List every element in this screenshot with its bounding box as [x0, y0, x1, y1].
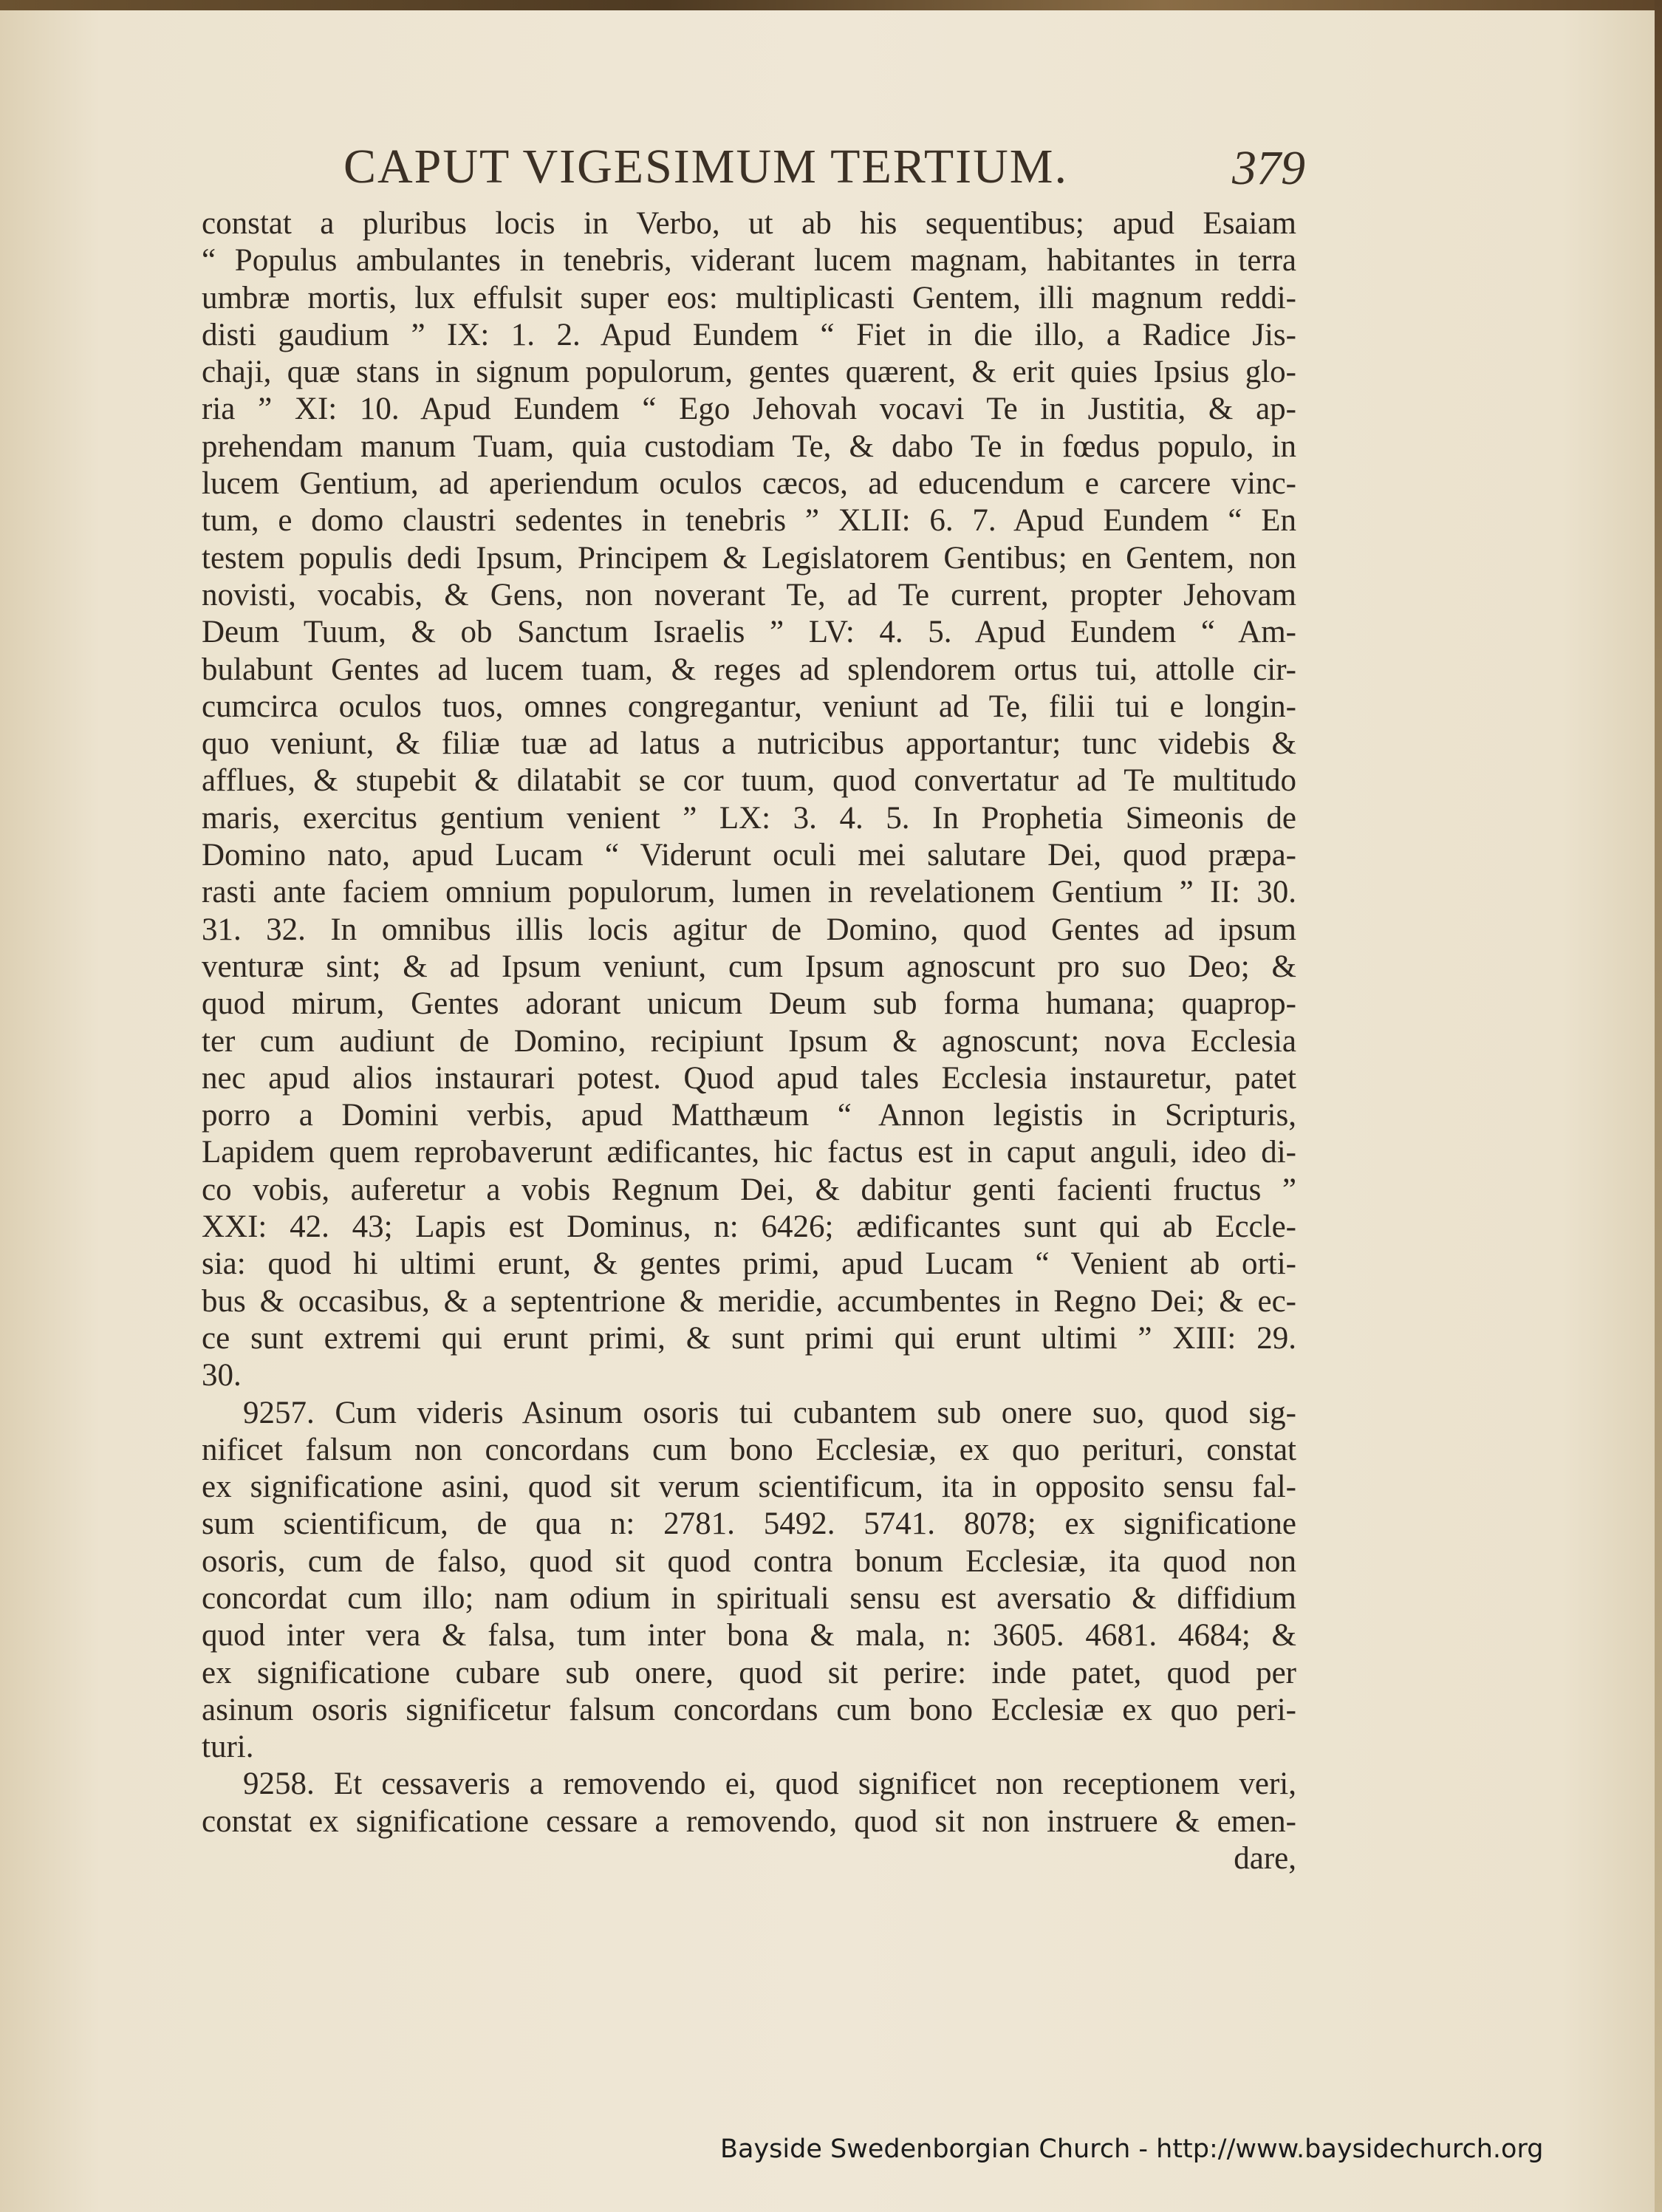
text-line: sia: quod hi ultimi erunt, & gentes primi, apud Lucam “ Venient ab orti-: [202, 1246, 1296, 1282]
text-line: Domino nato, apud Lucam “ Viderunt oculi mei salutare Dei, quod præpa-: [202, 838, 1296, 873]
text-line: nificet falsum non concordans cum bono Ecclesiæ, ex quo perituri, constat: [202, 1432, 1296, 1467]
text-line: nec apud alios instaurari potest. Quod apud tales Ecclesia instauretur, patet: [202, 1060, 1296, 1096]
text-line: sum scientificum, de qua n: 2781. 5492. 5741. 8078; ex significatione: [202, 1506, 1296, 1542]
paragraph-start-9257: 9257. Cum videris Asinum osoris tui cubantem sub onere suo, quod sig-: [243, 1395, 1296, 1430]
text-line: ex significatione cubare sub onere, quod sit perire: inde patet, quod per: [202, 1655, 1296, 1690]
page-number: 379: [1232, 141, 1305, 195]
text-line: tum, e domo claustri sedentes in tenebris ” XLII: 6. 7. Apud Eundem “ En: [202, 503, 1296, 539]
text-line: “ Populus ambulantes in tenebris, viderant lucem magnam, habitantes in terra: [202, 243, 1296, 279]
text-line: quod inter vera & falsa, tum inter bona & mala, n: 3605. 4681. 4684; &: [202, 1618, 1296, 1653]
text-line: 30.: [202, 1358, 242, 1393]
page-top-edge: [0, 0, 1662, 10]
source-watermark: Bayside Swedenborgian Church - http://www.baysidechurch.org: [720, 2134, 1544, 2164]
text-line: constat ex significatione cessare a removendo, quod sit non instruere & emen-: [202, 1803, 1296, 1839]
text-line: co vobis, auferetur a vobis Regnum Dei, & dabitur genti facienti fructus ”: [202, 1172, 1296, 1207]
text-line: osoris, cum de falso, quod sit quod contra bonum Ecclesiæ, ita quod non: [202, 1543, 1296, 1579]
text-line: asinum osoris significetur falsum concordans cum bono Ecclesiæ ex quo peri-: [202, 1692, 1296, 1727]
text-line: ce sunt extremi qui erunt primi, & sunt primi qui erunt ultimi ” XIII: 29.: [202, 1320, 1296, 1356]
running-title: CAPUT VIGESIMUM TERTIUM.: [343, 140, 1068, 194]
text-line: porro a Domini verbis, apud Matthæum “ Annon legistis in Scripturis,: [202, 1098, 1296, 1133]
text-line: concordat cum illo; nam odium in spirituali sensu est aversatio & diffidium: [202, 1580, 1296, 1616]
text-line: bus & occasibus, & a septentrione & meridie, accumbentes in Regno Dei; & ec-: [202, 1283, 1296, 1319]
text-line: XXI: 42. 43; Lapis est Dominus, n: 6426; ædificantes sunt qui ab Eccle-: [202, 1209, 1296, 1245]
text-line: ter cum audiunt de Domino, recipiunt Ipsum & agnoscunt; nova Ecclesia: [202, 1023, 1296, 1059]
text-line: prehendam manum Tuam, quia custodiam Te, & dabo Te in fœdus populo, in: [202, 429, 1296, 464]
text-line: rasti ante faciem omnium populorum, lumen in revelationem Gentium ” II: 30.: [202, 875, 1296, 910]
text-line: quod mirum, Gentes adorant unicum Deum sub forma humana; quaprop-: [202, 986, 1296, 1022]
text-line: cumcirca oculos tuos, omnes congregantur, veniunt ad Te, filii tui e longin-: [202, 689, 1296, 724]
text-line: ex significatione asini, quod sit verum scientificum, ita in opposito sensu fal-: [202, 1469, 1296, 1505]
text-line: testem populis dedi Ipsum, Principem & Legislatorem Gentibus; en Gentem, non: [202, 540, 1296, 576]
body-text: [202, 205, 1296, 1877]
text-line: Lapidem quem reprobaverunt ædificantes, hic factus est in caput anguli, ideo di-: [202, 1135, 1296, 1170]
text-line: venturæ sint; & ad Ipsum veniunt, cum Ipsum agnoscunt pro suo Deo; &: [202, 949, 1296, 984]
text-line: Deum Tuum, & ob Sanctum Israelis ” LV: 4. 5. Apud Eundem “ Am-: [202, 615, 1296, 650]
text-line: lucem Gentium, ad aperiendum oculos cæcos, ad educendum e carcere vinc-: [202, 466, 1296, 502]
page-right-edge: [1655, 0, 1662, 2212]
text-line: disti gaudium ” IX: 1. 2. Apud Eundem “ Fiet in die illo, a Radice Jis-: [202, 317, 1296, 352]
text-line: quo veniunt, & filiæ tuæ ad latus a nutricibus apportantur; tunc videbis &: [202, 726, 1296, 762]
text-line: afflues, & stupebit & dilatabit se cor tuum, quod convertatur ad Te multitudo: [202, 763, 1296, 799]
paragraph-start-9258: 9258. Et cessaveris a removendo ei, quod significet non receptionem veri,: [243, 1766, 1296, 1802]
text-line: chaji, quæ stans in signum populorum, gentes quærent, & erit quies Ipsius glo-: [202, 355, 1296, 390]
text-line: bulabunt Gentes ad lucem tuam, & reges ad splendorem ortus tui, attolle cir-: [202, 652, 1296, 687]
text-line: maris, exercitus gentium venient ” LX: 3. 4. 5. In Prophetia Simeonis de: [202, 800, 1296, 836]
page-header: [343, 139, 1305, 198]
text-line: turi.: [202, 1730, 254, 1765]
catchword: dare,: [1234, 1841, 1296, 1877]
text-line: 31. 32. In omnibus illis locis agitur de Domino, quod Gentes ad ipsum: [202, 912, 1296, 947]
text-line: novisti, vocabis, & Gens, non noverant Te, ad Te current, propter Jehovam: [202, 577, 1296, 612]
text-line: constat a pluribus locis in Verbo, ut ab his sequentibus; apud Esaiam: [202, 206, 1296, 241]
text-line: umbræ mortis, lux effulsit super eos: multiplicasti Gentem, illi magnum reddi-: [202, 280, 1296, 315]
text-line: ria ” XI: 10. Apud Eundem “ Ego Jehovah vocavi Te in Justitia, & ap-: [202, 392, 1296, 427]
